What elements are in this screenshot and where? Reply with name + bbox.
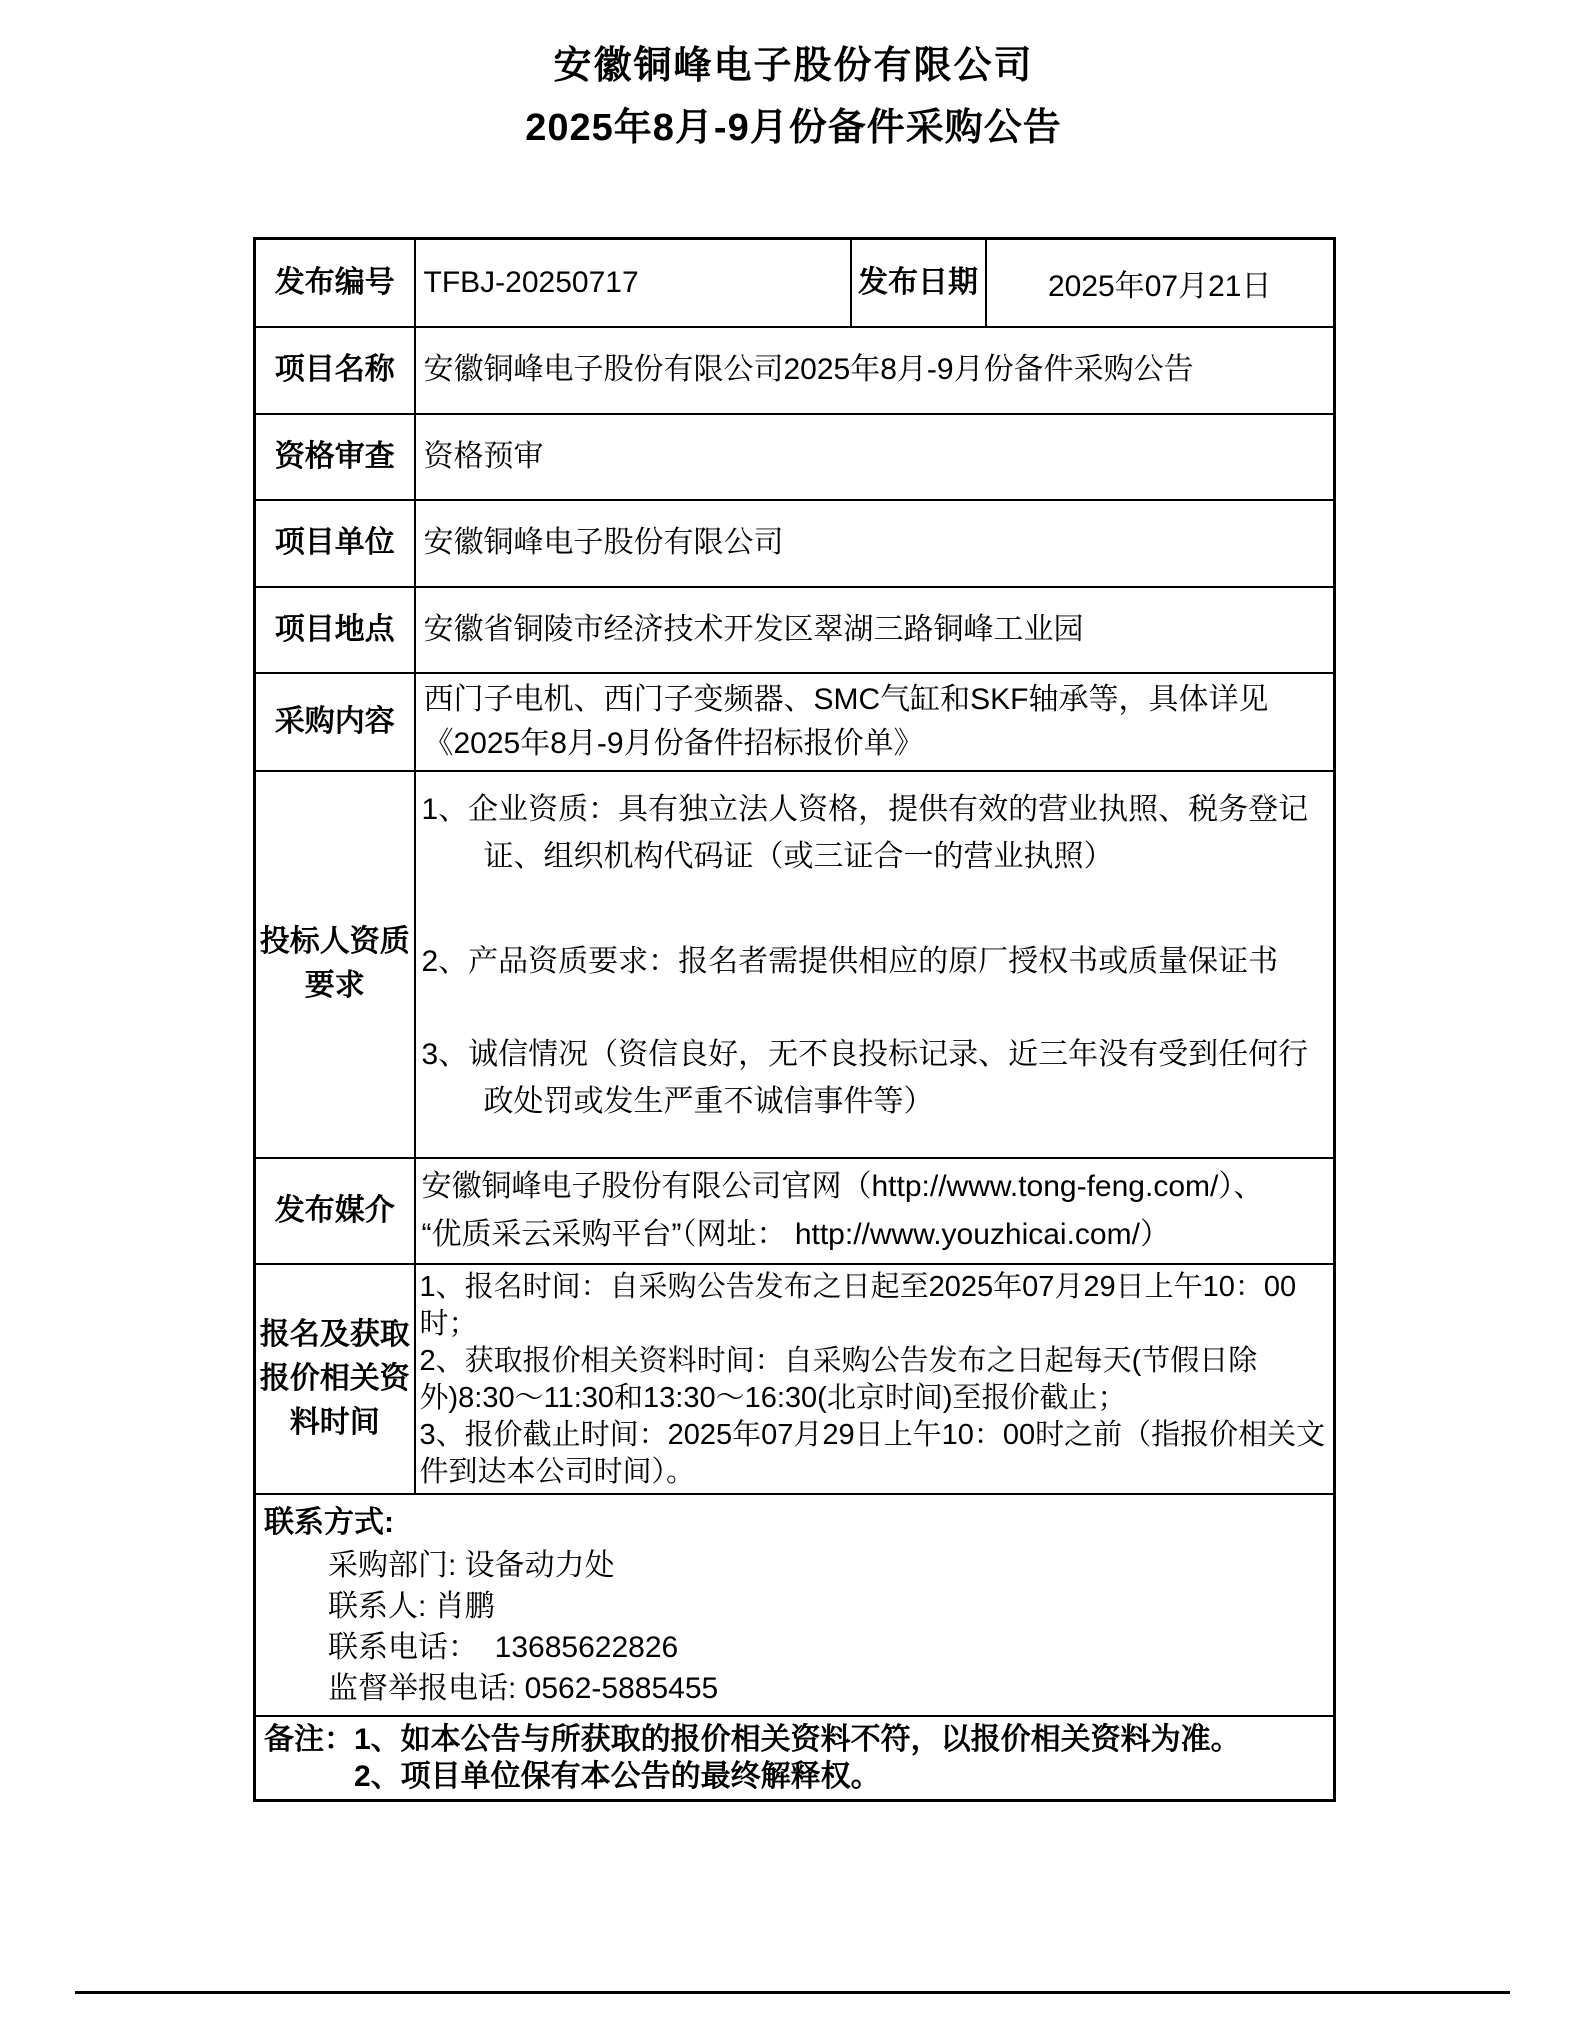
remark-line-1: 备注：1、如本公告与所获取的报价相关资料不符，以报价相关资料为准。 bbox=[264, 1722, 1241, 1756]
row-project-location bbox=[255, 587, 1335, 673]
qualification-review-value: 资格预审 bbox=[415, 414, 1335, 500]
release-number-label: 发布编号 bbox=[255, 239, 415, 327]
document-subtitle: 2025年8月-9月份备件采购公告 bbox=[525, 107, 1062, 149]
footer-divider-line bbox=[75, 1991, 1510, 1994]
release-date-value: 2025年07月21日 bbox=[986, 239, 1335, 327]
publish-media-value bbox=[415, 1158, 1335, 1264]
row-registration-time bbox=[255, 1264, 1335, 1494]
publish-media-label: 发布媒介 bbox=[255, 1158, 415, 1264]
procurement-content-label: 采购内容 bbox=[255, 673, 415, 771]
project-unit-label: 项目单位 bbox=[255, 500, 415, 587]
registration-time-value bbox=[415, 1264, 1335, 1494]
row-contact bbox=[255, 1494, 1335, 1716]
contact-phone: 联系电话： 13685622826 bbox=[328, 1630, 679, 1664]
contact-department: 采购部门: 设备动力处 bbox=[328, 1548, 615, 1582]
qualification-item-1: 1、企业资质：具有独立法人资格，提供有效的营业执照、税务登记证、组织机构代码证（或三证合一的营业执照） bbox=[421, 792, 1309, 873]
publish-media-line-1: 安徽铜峰电子股份有限公司官网（http://www.tong-feng.com/）、 bbox=[421, 1169, 1264, 1203]
row-release-number-date bbox=[255, 239, 1335, 327]
row-bidder-qualification bbox=[255, 771, 1335, 1158]
contact-person: 联系人: 肖鹏 bbox=[328, 1589, 495, 1623]
row-publish-media bbox=[255, 1158, 1335, 1264]
project-name-value: 安徽铜峰电子股份有限公司2025年8月-9月份备件采购公告 bbox=[415, 327, 1335, 414]
row-procurement-content bbox=[255, 673, 1335, 771]
project-unit-value: 安徽铜峰电子股份有限公司 bbox=[415, 500, 1335, 587]
row-project-unit bbox=[255, 500, 1335, 587]
contact-report-phone: 监督举报电话: 0562-5885455 bbox=[328, 1671, 719, 1705]
contact-header: 联系方式: bbox=[264, 1505, 394, 1539]
project-name-label: 项目名称 bbox=[255, 327, 415, 414]
bidder-qualification-value bbox=[415, 771, 1335, 1158]
remarks-cell bbox=[255, 1716, 1335, 1801]
qualification-review-label: 资格审查 bbox=[255, 414, 415, 500]
project-location-label: 项目地点 bbox=[255, 587, 415, 673]
registration-item-3: 3、报价截止时间：2025年07月29日上午10：00时之前（指报价相关文件到达本公司时间）。 bbox=[419, 1418, 1326, 1488]
release-number-value: TFBJ-20250717 bbox=[415, 239, 851, 327]
qualification-item-3: 3、诚信情况（资信良好，无不良投标记录、近三年没有受到任何行政处罚或发生严重不诚信事件等） bbox=[421, 1037, 1309, 1118]
qualification-item-2: 2、产品资质要求：报名者需提供相应的原厂授权书或质量保证书 bbox=[421, 944, 1279, 978]
remark-line-2: 2、项目单位保有本公告的最终解释权。 bbox=[354, 1759, 881, 1793]
document-title: 安徽铜峰电子股份有限公司 bbox=[553, 45, 1034, 87]
publish-media-line-2: “优质采云采购平台”（网址： http://www.youzhicai.com/） bbox=[421, 1217, 1170, 1251]
row-remarks bbox=[255, 1716, 1335, 1801]
project-location-value: 安徽省铜陵市经济技术开发区翠湖三路铜峰工业园 bbox=[415, 587, 1335, 673]
announcement-table bbox=[253, 237, 1336, 1802]
registration-item-2: 2、获取报价相关资料时间：自采购公告发布之日起每天(节假日除外)8:30～11:30和13:30～16:30(北京时间)至报价截止； bbox=[419, 1344, 1258, 1414]
registration-item-1: 1、报名时间：自采购公告发布之日起至2025年07月29日上午10：00时； bbox=[419, 1270, 1297, 1340]
row-qualification-review bbox=[255, 414, 1335, 500]
release-date-label: 发布日期 bbox=[851, 239, 986, 327]
row-project-name bbox=[255, 327, 1335, 414]
contact-cell bbox=[255, 1494, 1335, 1716]
registration-time-label: 报名及获取报价相关资料时间 bbox=[255, 1264, 415, 1494]
bidder-qualification-label: 投标人资质要求 bbox=[255, 771, 415, 1158]
procurement-content-value: 西门子电机、西门子变频器、SMC气缸和SKF轴承等，具体详见《2025年8月-9月份备件招标报价单》 bbox=[415, 673, 1335, 771]
